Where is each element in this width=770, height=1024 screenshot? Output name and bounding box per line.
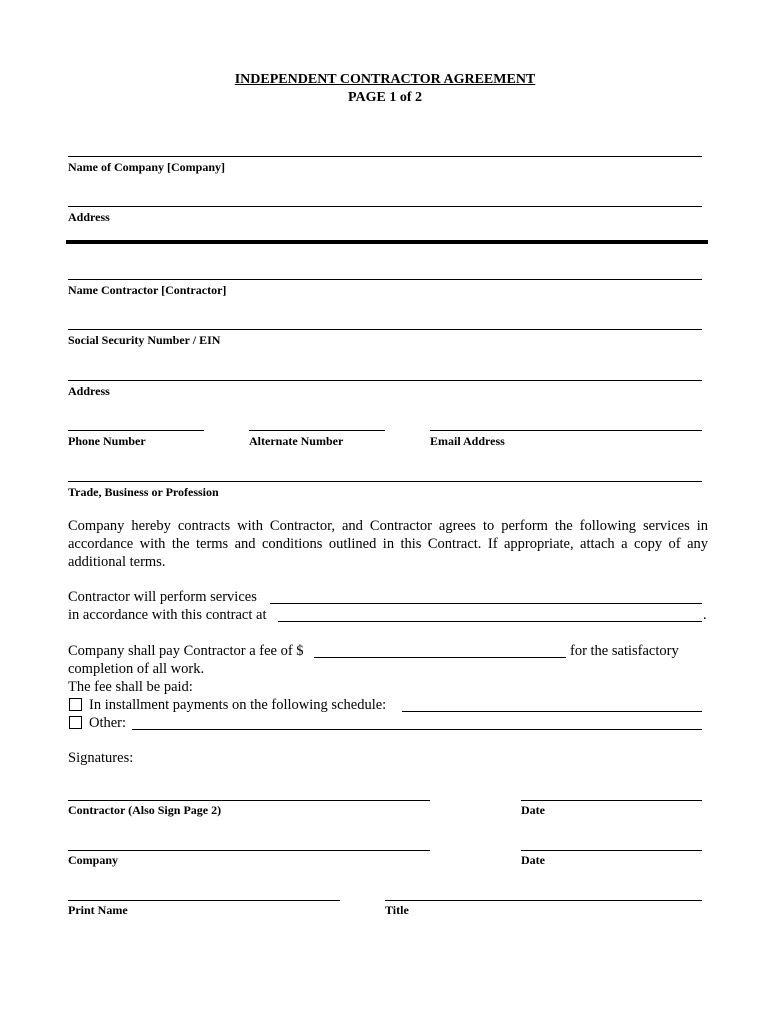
intro-paragraph: Company hereby contracts with Contractor, and Contractor agrees to perform the following services in accordance with the terms and conditions outlined in this Contract. If appropriate, attach a copy of any additional terms. (68, 518, 708, 570)
alt-phone-label: Alternate Number (249, 434, 344, 448)
fee-suffix: for the satisfactory (570, 643, 679, 659)
services-label: Contractor will perform services (68, 589, 257, 605)
contractor-address-label: Address (68, 384, 110, 398)
title-field[interactable] (385, 900, 702, 901)
page-indicator: PAGE 1 of 2 (347, 90, 422, 105)
phone-field[interactable] (68, 430, 204, 431)
fee-paid-label: The fee shall be paid: (68, 679, 193, 695)
ssn-field[interactable] (68, 329, 702, 330)
installment-label: In installment payments on the following schedule: (89, 697, 387, 713)
contractor-name-label: Name Contractor [Contractor] (68, 283, 227, 297)
company-name-field[interactable] (68, 156, 702, 157)
email-field[interactable] (430, 430, 702, 431)
accordance-period: . (703, 607, 707, 623)
installment-checkbox[interactable] (69, 698, 82, 711)
print-name-field[interactable] (68, 900, 340, 901)
trade-field[interactable] (68, 481, 702, 482)
installment-field[interactable] (402, 711, 702, 712)
company-address-label: Address (68, 210, 110, 224)
company-signature-field[interactable] (68, 850, 430, 851)
company-name-label: Name of Company [Company] (68, 160, 225, 174)
contractor-date-label: Date (521, 803, 545, 817)
accordance-field[interactable] (278, 621, 702, 622)
contractor-date-field[interactable] (521, 800, 702, 801)
trade-label: Trade, Business or Profession (68, 485, 219, 499)
fee-line2: completion of all work. (68, 661, 205, 677)
company-address-field[interactable] (68, 206, 702, 207)
document-title: INDEPENDENT CONTRACTOR AGREEMENT (234, 72, 536, 87)
email-label: Email Address (430, 434, 505, 448)
fee-field[interactable] (314, 657, 566, 658)
section-divider (66, 240, 708, 244)
contractor-signature-label: Contractor (Also Sign Page 2) (68, 803, 222, 817)
ssn-label: Social Security Number / EIN (68, 333, 221, 347)
phone-label: Phone Number (68, 434, 146, 448)
other-label: Other: (89, 715, 127, 731)
fee-label: Company shall pay Contractor a fee of $ (68, 643, 304, 659)
company-date-field[interactable] (521, 850, 702, 851)
signatures-heading: Signatures: (68, 750, 134, 766)
contractor-signature-field[interactable] (68, 800, 430, 801)
print-name-label: Print Name (68, 903, 128, 917)
services-field[interactable] (270, 603, 702, 604)
company-date-label: Date (521, 853, 545, 867)
other-field[interactable] (132, 729, 702, 730)
title-label: Title (385, 903, 409, 917)
other-checkbox[interactable] (69, 716, 82, 729)
contractor-address-field[interactable] (68, 380, 702, 381)
contractor-name-field[interactable] (68, 279, 702, 280)
accordance-label: in accordance with this contract at (68, 607, 267, 623)
company-signature-label: Company (68, 853, 119, 867)
alt-phone-field[interactable] (249, 430, 385, 431)
